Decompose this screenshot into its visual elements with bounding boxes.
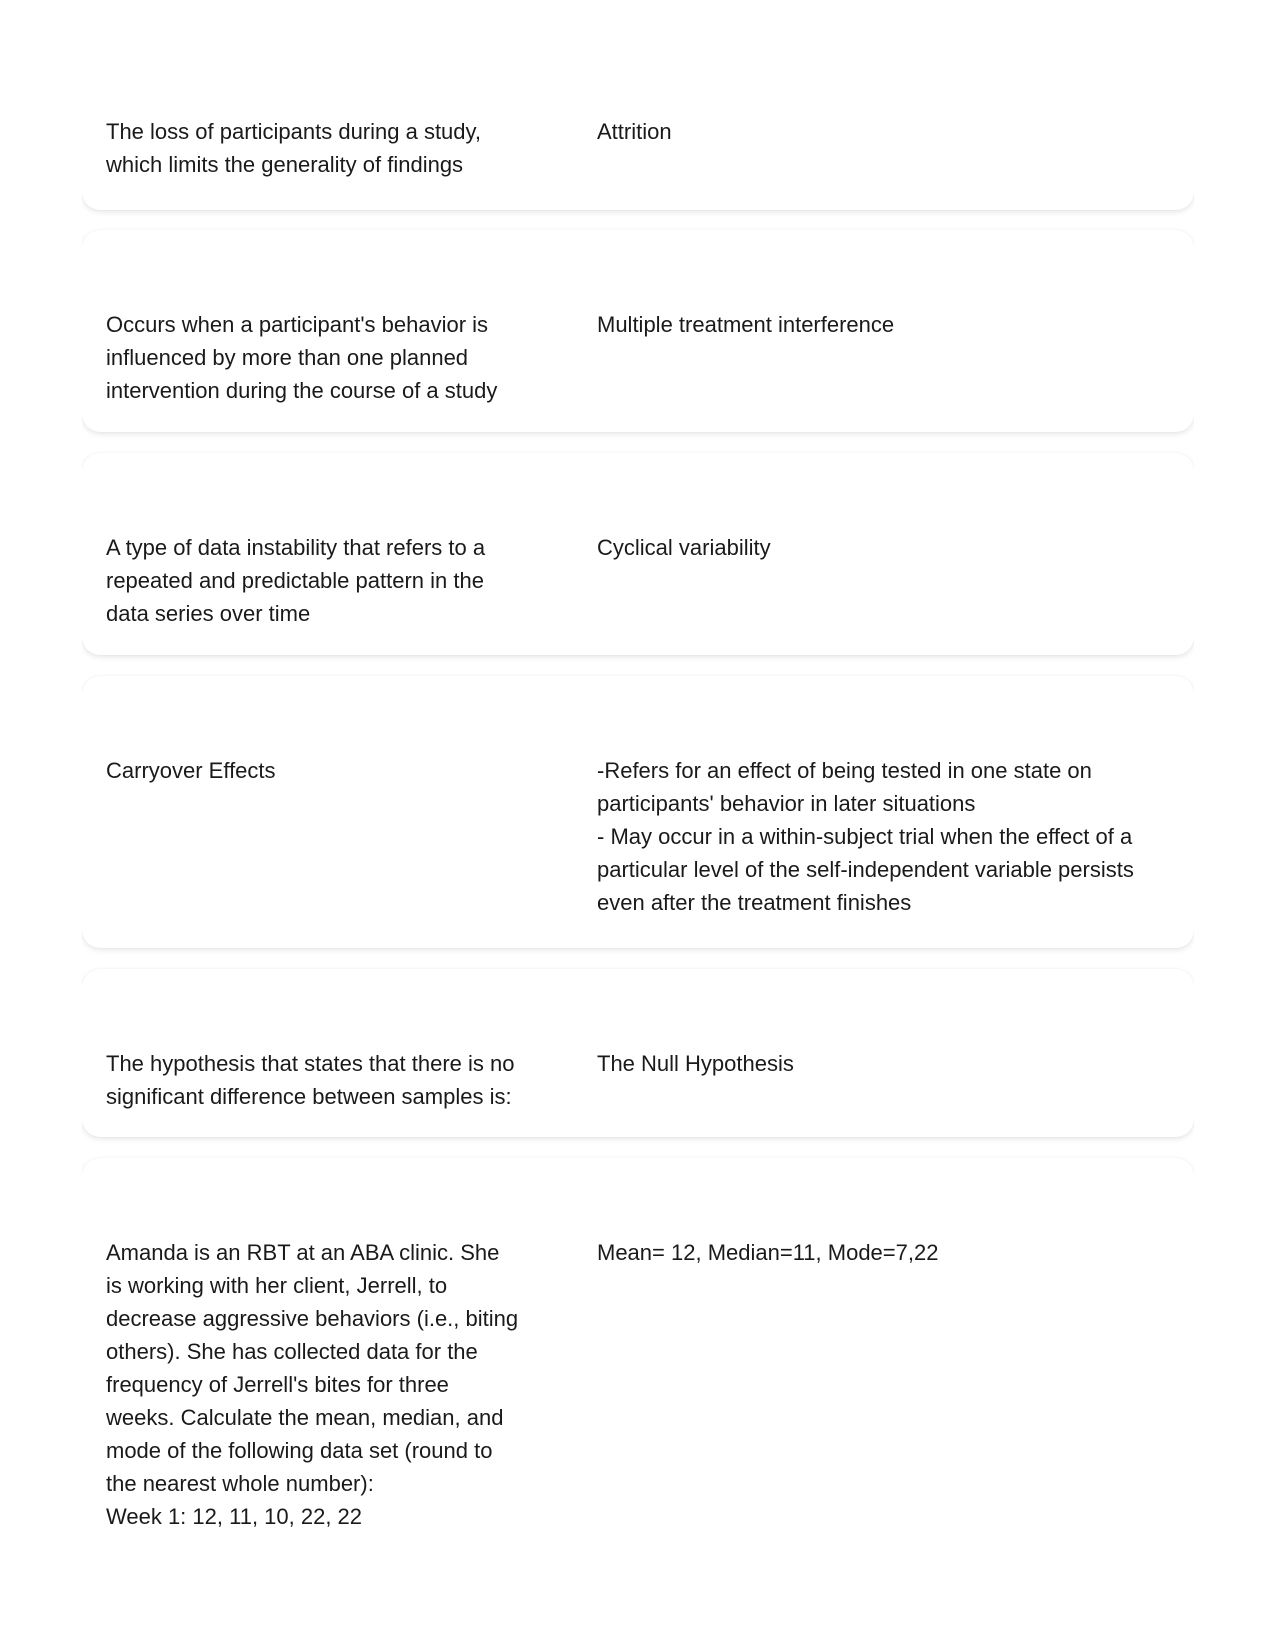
flashcard-page xyxy=(82,0,1194,1575)
flashcard xyxy=(82,453,1194,655)
card-term: A type of data instability that refers to a repeated and predictable pattern in the data series over time xyxy=(106,535,486,626)
flashcard xyxy=(82,230,1194,432)
flashcard xyxy=(82,1158,1194,1575)
card-definition: -Refers for an effect of being tested in one state on participants' behavior in later situations - May occur in a within-subject trial when the effect of a particular level of the self-independent variable persists even after the treatment finishes xyxy=(597,758,1134,915)
card-term: The hypothesis that states that there is no significant difference between samples is: xyxy=(106,1051,515,1109)
card-definition: Cyclical variability xyxy=(597,535,771,560)
card-term: Carryover Effects xyxy=(106,758,276,783)
flashcard xyxy=(82,0,1194,210)
card-term: Occurs when a participant's behavior is influenced by more than one planned intervention during the course of a study xyxy=(106,312,498,403)
card-definition: Attrition xyxy=(597,119,672,144)
card-definition: Multiple treatment interference xyxy=(597,312,895,337)
card-term: Amanda is an RBT at an ABA clinic. She is working with her client, Jerrell, to decrease aggressive behaviors (i.e., biting others). She has collected data for the frequency of Jerrell's bites for three weeks. Calculate the mean, median, and mode of the following data set (round to the nearest whole number): Week 1: 12, 11, 10, 22, 22 xyxy=(106,1240,519,1529)
card-definition: The Null Hypothesis xyxy=(597,1051,794,1076)
card-definition: Mean= 12, Median=11, Mode=7,22 xyxy=(597,1240,939,1265)
flashcard xyxy=(82,676,1194,948)
flashcard xyxy=(82,969,1194,1137)
card-term: The loss of participants during a study, which limits the generality of findings xyxy=(106,119,482,177)
